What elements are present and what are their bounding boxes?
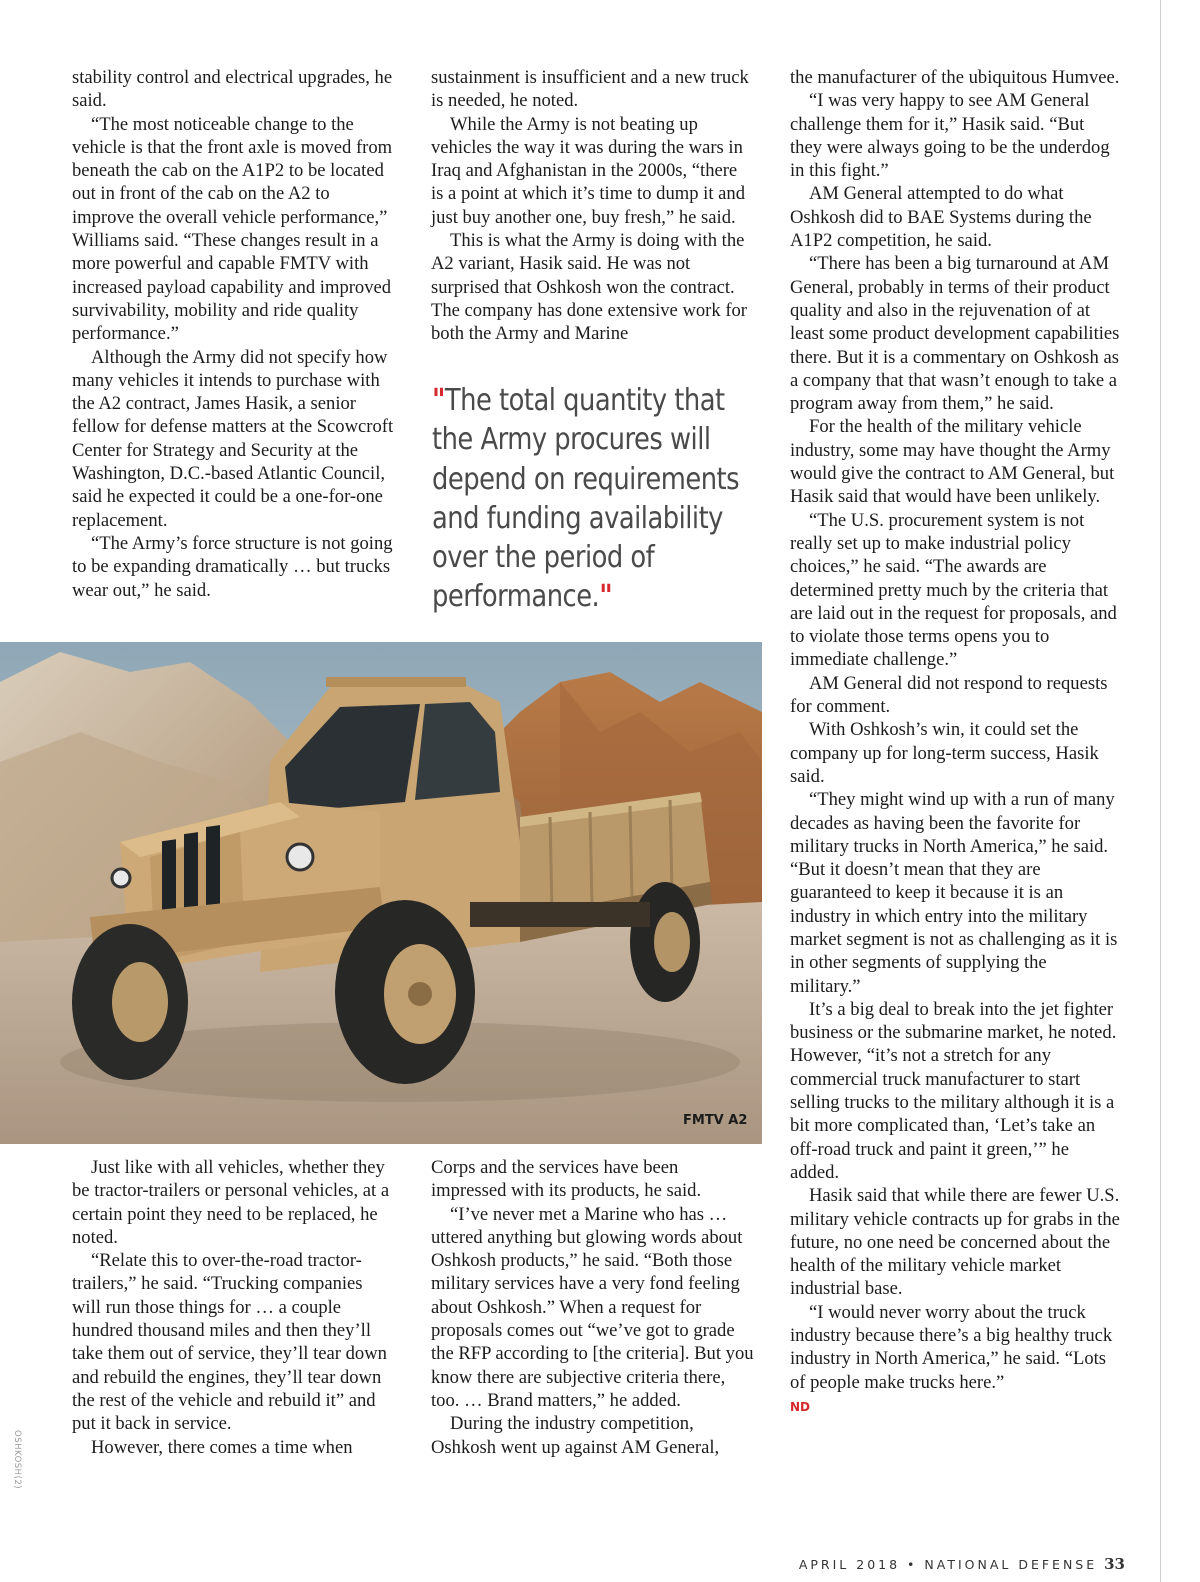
paragraph: Hasik said that while there are fewer U.S. military vehicle contracts up for grabs in the future, no one need be concerned about the health of the military vehicle market industrial base. [790,1185,1120,1300]
paragraph: sustainment is insufficient and a new truck is needed, he noted. [431,67,749,112]
paragraph: Just like with all vehicles, whether they be tractor-trailers or personal vehicles, at a certain point they need to be replaced, he noted. [72,1157,390,1248]
column-1-top [72,66,394,602]
pull-quote-line: the Army procures will [432,422,711,458]
pull-quote-line: over the period of [432,540,655,576]
rear-wheel [630,882,700,1002]
pull-quote-line: The total quantity that [444,383,725,418]
paragraph: During the industry competition, Oshkosh went up against AM General, [431,1413,720,1458]
paragraph: “I’ve never met a Marine who has … uttered anything but glowing words about Oshkosh products,” he said. “Both those military services have a very fond feeling about Oshkosh.” When a request for proposals comes out “we’ve got to grade the RFP according to [the criteria]. But you know there are subjective criteria there, too. … Brand matters,” he added. [431,1203,754,1411]
paragraph: “There has been a big turnaround at AM General, probably in terms of their product quality and also in the rejuvenation of at least some product development capabilities there. But it is a commentary on Oshkosh as a company that that wasn’t enough to take a program away from them,” he said. [790,253,1120,415]
quote-open-mark: " [432,383,445,418]
front-left-wheel [72,924,188,1080]
photo-caption: FMTV A2 [683,1113,748,1128]
front-right-wheel [335,900,475,1084]
column-3 [790,66,1120,1419]
column-1-bottom [72,1156,394,1459]
paragraph: Although the Army did not specify how many vehicles it intends to purchase with the A2 contract, James Hasik, a senior fellow for defense matters at the Scowcroft Center for Strategy and Security at the Washington, D.C.-based Atlantic Council, said he expected it could be a one-for-one replacement. [72,346,394,531]
paragraph: While the Army is not beating up vehicles the way it was during the wars in Iraq and Afghanistan in the 2000s, “there is a point at which it’s time to dump it and just buy another one, buy fresh,” he said. [431,113,745,228]
paragraph: “They might wind up with a run of many decades as having been the favorite for military trucks in North America,” he said. “But it doesn’t mean that they are guaranteed to keep it because it is an industry in which entry into the military market segment is not as challenging as it is in other segments of supplying the military.” [790,789,1118,997]
paragraph: “Relate this to over-the-road tractor-trailers,” he said. “Trucking companies will run those things for … a couple hundred thousand miles and then they’ll take them out of service, they’ll tear down and rebuild the engines, they’ll tear down the rest of the vehicle and rebuild it” and put it back in service. [72,1250,387,1435]
truck-illustration [0,642,762,1144]
paragraph: “I would never worry about the truck industry because there’s a big healthy truck industry in North America,” he said. “Lots of people make trucks here.” [790,1301,1113,1393]
paragraph: With Oshkosh’s win, it could set the company up for long-term success, Hasik said. [790,719,1099,787]
paragraph: This is what the Army is doing with the A2 variant, Hasik said. He was not surprised that Oshkosh won the contract. The company has done extensive work for both the Army and Marine [431,230,747,345]
end-mark-nd: ND [790,1399,811,1414]
paragraph: AM General attempted to do what Oshkosh did to BAE Systems during the A1P2 competition, he said. [790,183,1092,252]
paragraph: AM General did not respond to requests for comment. [790,672,1108,718]
pull-quote-line: performance. [432,579,600,615]
paragraph: “The Army’s force structure is not going to be expanding dramatically … but trucks wear out,” he said. [72,532,393,601]
column-2-top [431,66,753,346]
paragraph: stability control and electrical upgrades, he said. [72,67,393,112]
paragraph: It’s a big deal to break into the jet fighter business or the submarine market, he noted. However, “it’s not a stretch for any commercial truck manufacturer to start selling trucks to the military although it is a bit more complicated than, ‘Let’s take an off-road truck and paint it green,’” he added. [790,998,1117,1183]
paragraph: “I was very happy to see AM General challenge them for it,” Hasik said. “But they were always going to be the underdog in this fight.” [790,90,1110,182]
paragraph: However, there comes a time when [91,1436,353,1458]
footer-publication: NATIONAL DEFENSE [924,1557,1098,1572]
paragraph: the manufacturer of the ubiquitous Humvee. [790,67,1120,88]
paragraph: Corps and the services have been impressed with its products, he said. [431,1157,702,1202]
column-2-bottom [431,1156,757,1459]
paragraph: “The U.S. procurement system is not really set up to make industrial policy choices,” he said. “The awards are determined pretty much by the criteria that are laid out in the request for proposals, and to violate those terms opens you to immediate challenge.” [790,509,1117,671]
footer-issue: APRIL 2018 [798,1557,901,1572]
paragraph: “The most noticeable change to the vehicle is that the front axle is moved from beneath the cab on the A1P2 to be located out in front of the cab on the A2 to improve the overall vehicle performance,” Williams said. “These changes result in a more powerful and capable FMTV with increased payload capability and improved survivability, mobility and ride quality performance.” [72,113,393,345]
truck-photo [0,642,762,1144]
pull-quote-line: and funding availability [432,500,723,536]
pull-quote [432,381,740,617]
footer-separator: • [907,1557,918,1572]
quote-close-mark: " [599,579,613,615]
pull-quote-line: depend on requirements [432,461,740,497]
right-margin-rule [1160,0,1161,1582]
paragraph: For the health of the military vehicle industry, some may have thought the Army would give the contract to AM General, but Hasik said that would have been unlikely. [790,416,1115,508]
page-number: 33 [1104,1555,1125,1573]
photo-credit: OSHKOSH(2) [12,1430,22,1490]
page-footer [799,1555,1125,1573]
